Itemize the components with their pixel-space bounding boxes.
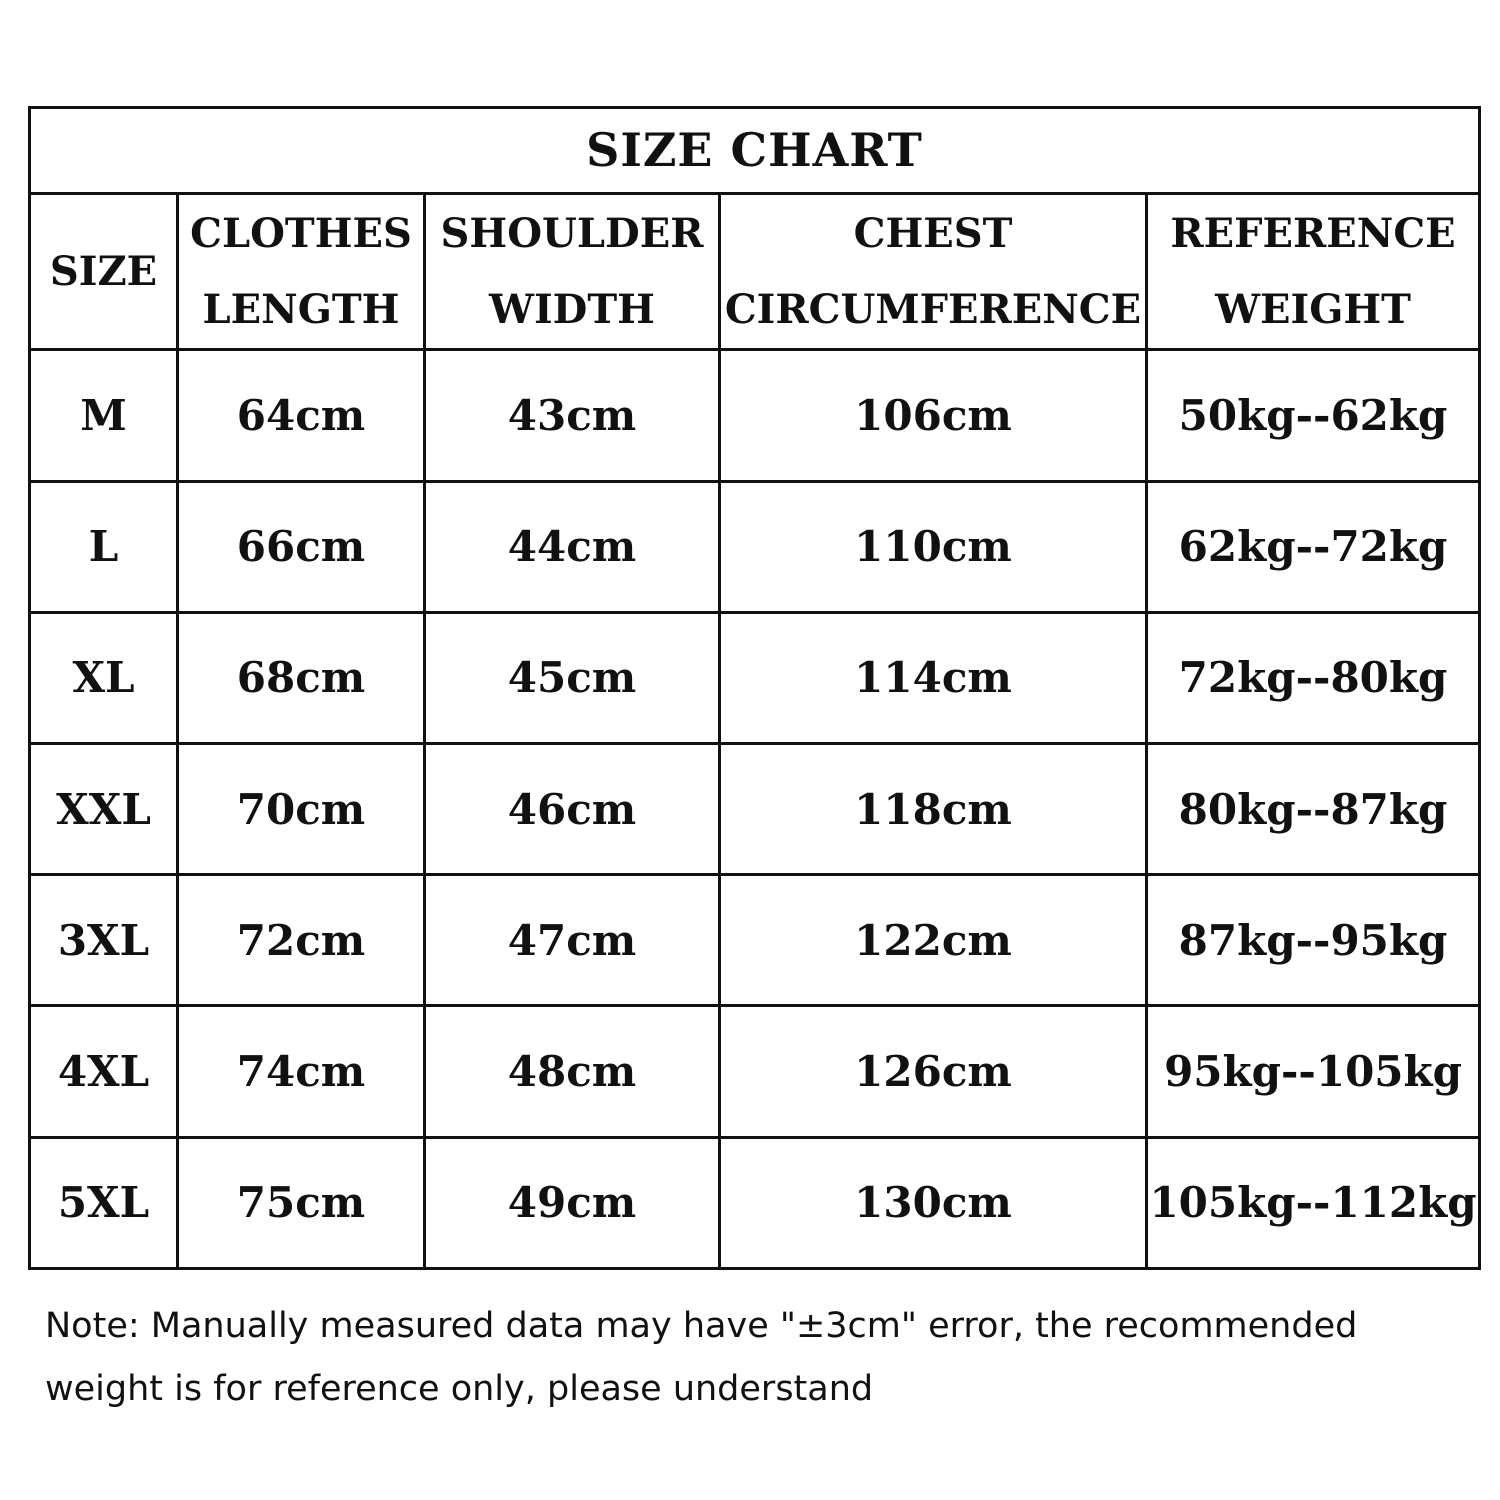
cell-shoulder-width: 44cm [425,481,720,612]
cell-clothes-length: 74cm [178,1006,425,1137]
cell-reference-weight: 72kg--80kg [1147,612,1480,743]
cell-reference-weight: 105kg--112kg [1147,1137,1480,1268]
header-reference-weight-line-1: REFERENCE [1170,209,1456,257]
cell-clothes-length: 64cm [178,350,425,481]
cell-size: XXL [30,743,178,874]
cell-clothes-length: 66cm [178,481,425,612]
cell-reference-weight: 50kg--62kg [1147,350,1480,481]
header-chest-circumference-line-1: CHEST [853,209,1013,257]
cell-size: XL [30,612,178,743]
table-row [30,350,1480,481]
cell-reference-weight: 80kg--87kg [1147,743,1480,874]
cell-chest-circumference: 106cm [720,350,1147,481]
cell-clothes-length: 70cm [178,743,425,874]
cell-shoulder-width: 47cm [425,875,720,1006]
cell-reference-weight: 87kg--95kg [1147,875,1480,1006]
cell-clothes-length: 68cm [178,612,425,743]
header-shoulder-width-line-2: WIDTH [489,285,655,333]
table-row [30,612,1480,743]
table-row [30,481,1480,612]
cell-shoulder-width: 48cm [425,1006,720,1137]
cell-chest-circumference: 114cm [720,612,1147,743]
cell-shoulder-width: 46cm [425,743,720,874]
table-row [30,1006,1480,1137]
table-row [30,743,1480,874]
cell-size: L [30,481,178,612]
cell-size: 4XL [30,1006,178,1137]
cell-clothes-length: 75cm [178,1137,425,1268]
cell-size: 3XL [30,875,178,1006]
cell-chest-circumference: 118cm [720,743,1147,874]
header-chest-circumference-line-2: CIRCUMFERENCE [724,285,1142,333]
header-size [30,193,178,349]
header-reference-weight [1147,193,1480,349]
chart-title: SIZE CHART [30,108,1480,194]
cell-clothes-length: 72cm [178,875,425,1006]
cell-shoulder-width: 49cm [425,1137,720,1268]
cell-chest-circumference: 110cm [720,481,1147,612]
cell-size: 5XL [30,1137,178,1268]
cell-size: M [30,350,178,481]
cell-chest-circumference: 126cm [720,1006,1147,1137]
header-clothes-length-line-1: CLOTHES [190,209,412,257]
measurement-note: Note: Manually measured data may have "±3cm" error, the recommended weight is for reference only, please understand [45,1306,1358,1409]
size-chart-table [28,106,1481,1270]
header-chest-circumference [720,193,1147,349]
table-row [30,875,1480,1006]
header-size-line-1: SIZE [49,247,158,295]
cell-reference-weight: 62kg--72kg [1147,481,1480,612]
cell-chest-circumference: 122cm [720,875,1147,1006]
cell-chest-circumference: 130cm [720,1137,1147,1268]
header-clothes-length-line-2: LENGTH [202,285,400,333]
cell-shoulder-width: 43cm [425,350,720,481]
header-shoulder-width [425,193,720,349]
cell-reference-weight: 95kg--105kg [1147,1006,1480,1137]
header-clothes-length [178,193,425,349]
header-shoulder-width-line-1: SHOULDER [440,209,704,257]
cell-shoulder-width: 45cm [425,612,720,743]
table-row [30,1137,1480,1268]
header-reference-weight-line-2: WEIGHT [1215,285,1411,333]
